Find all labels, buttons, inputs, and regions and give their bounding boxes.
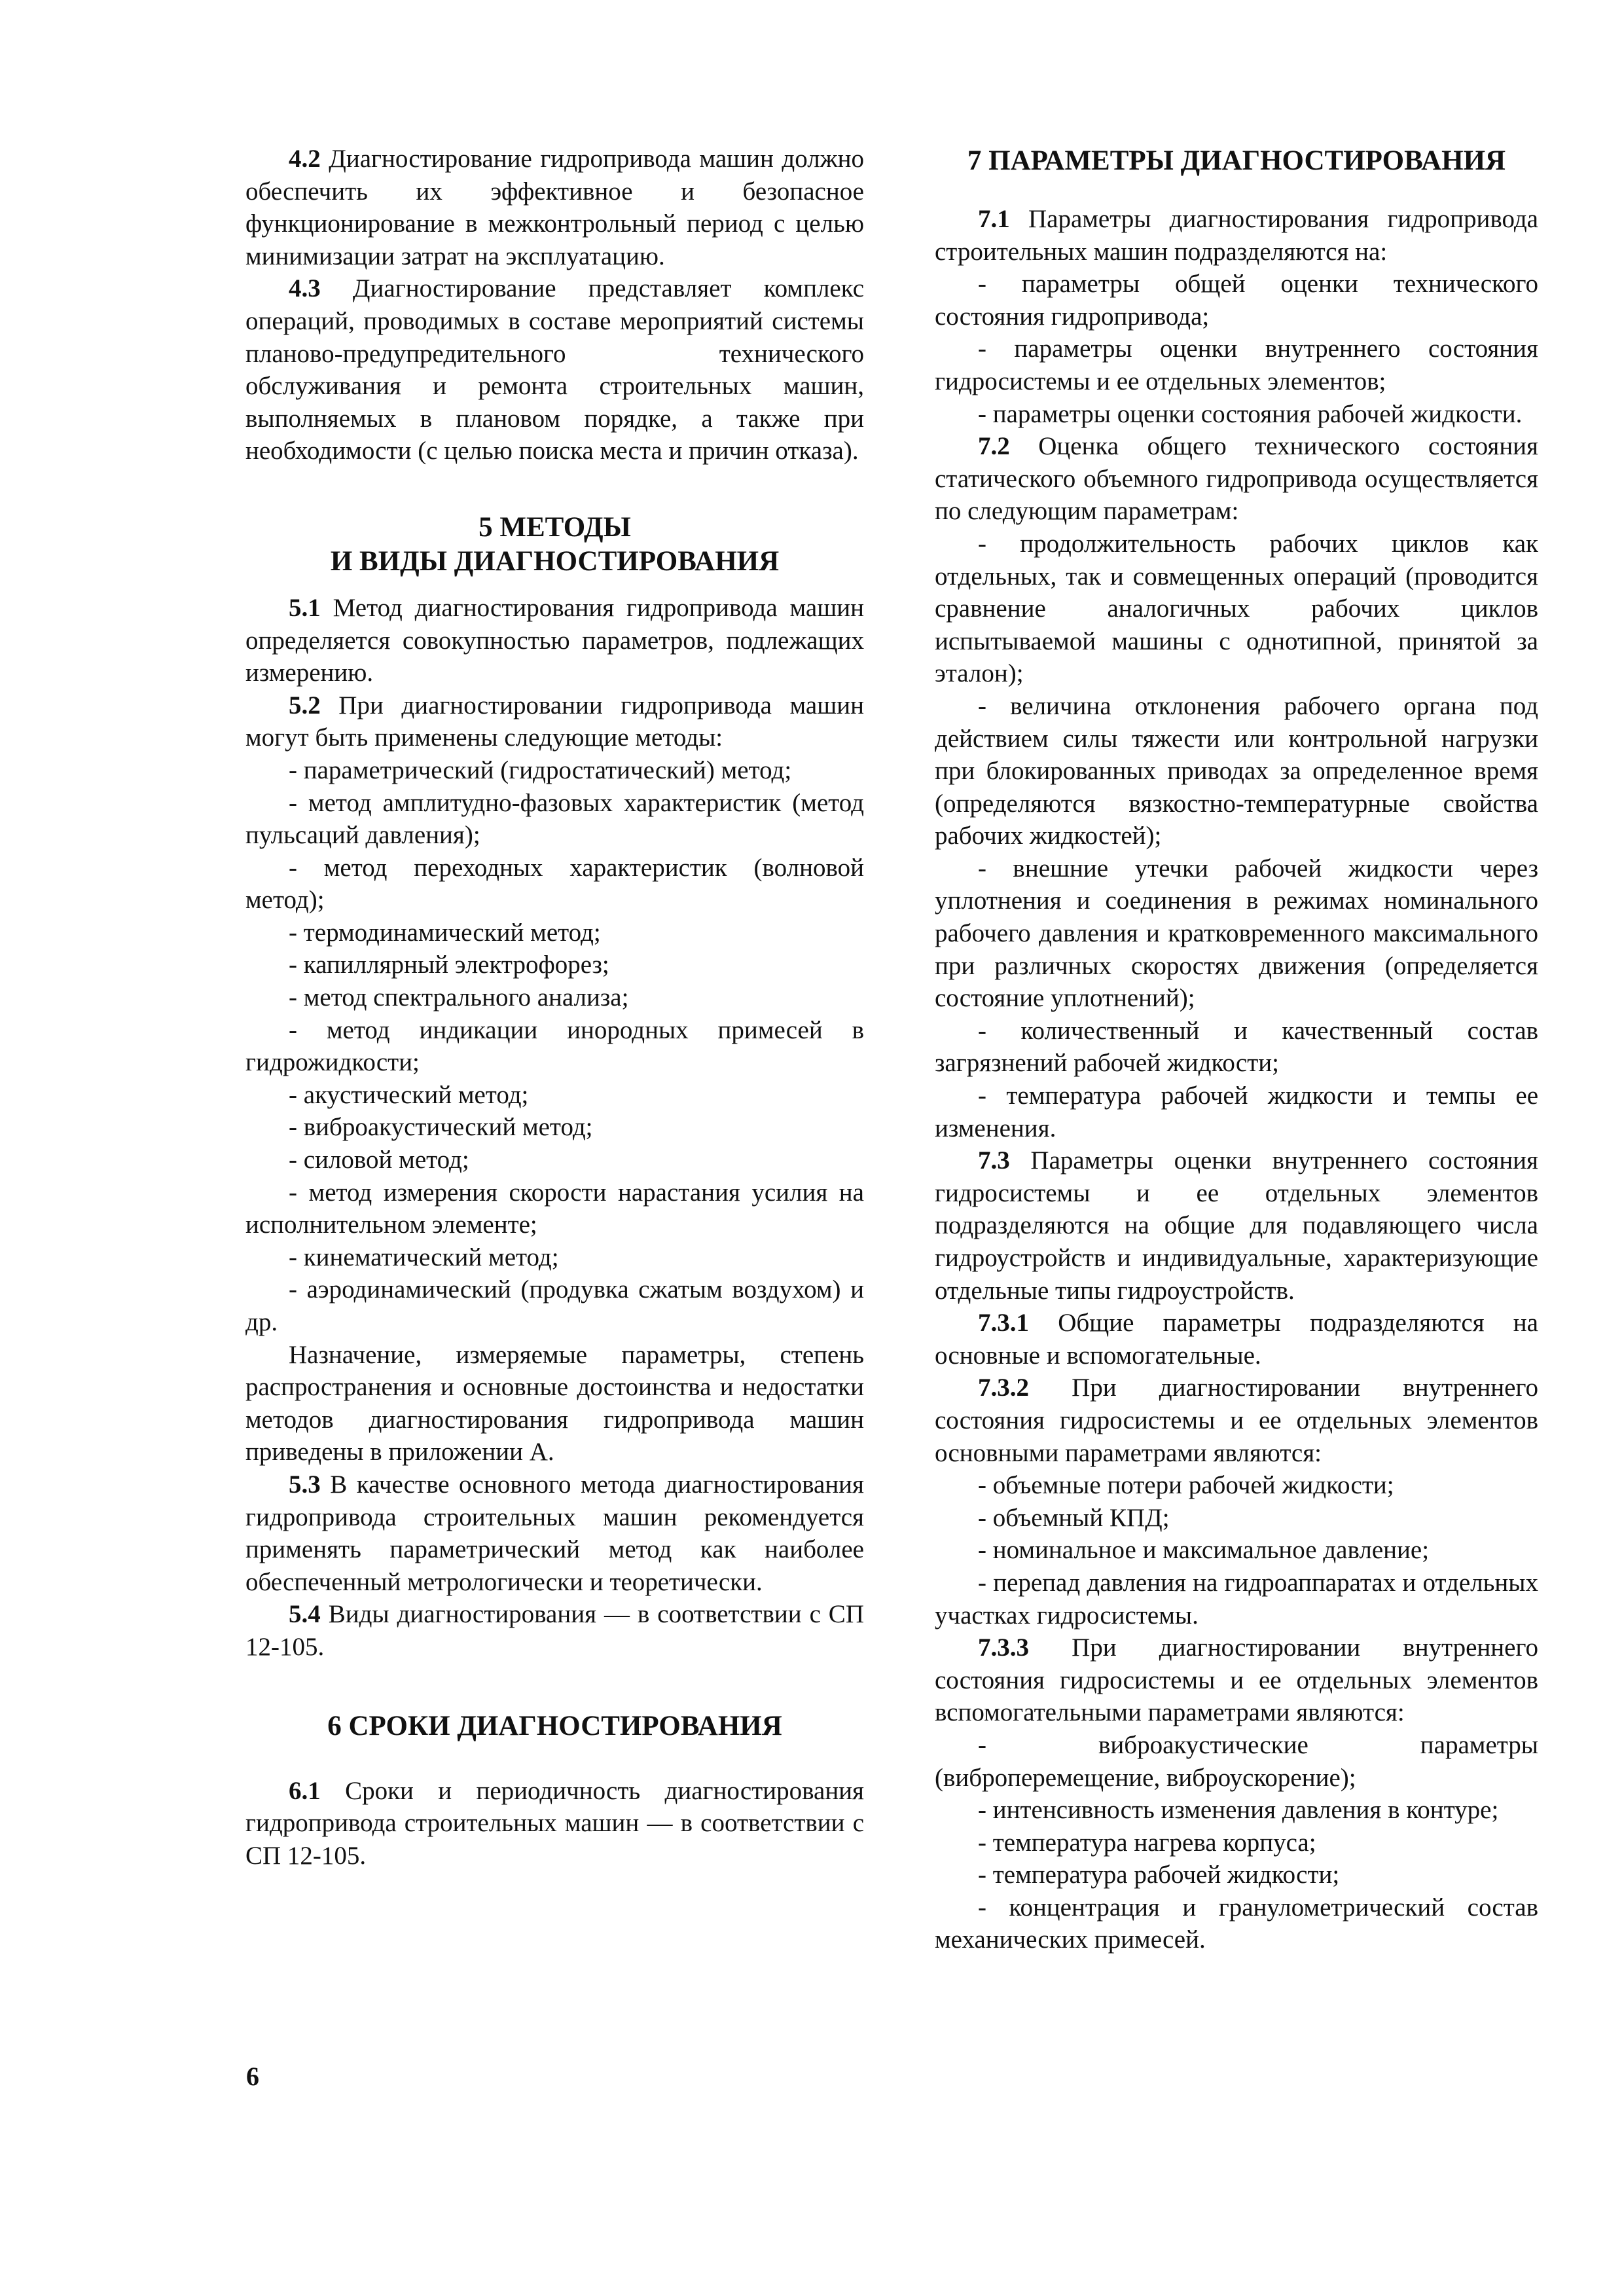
- clause-number: 5.3: [289, 1470, 321, 1499]
- list-item: - кинематический метод;: [289, 1243, 559, 1271]
- parameters-7-2-list: [935, 528, 1538, 1144]
- paragraph-7-3-1: [935, 1307, 1538, 1372]
- clause-number: 7.3.1: [978, 1309, 1029, 1338]
- list-item: - концентрация и гранулометрический состав механических примесей.: [935, 1893, 1538, 1954]
- clause-text: При диагностировании гидропривода машин могут быть применены следующие методы:: [245, 691, 864, 752]
- paragraph-purpose: Назначение, измеряемые параметры, степень распространения и основные достоинства и недостатки методов диагностирования гидропривода машин приведены в приложении А.: [245, 1340, 864, 1467]
- section-5-heading: [245, 511, 864, 579]
- list-item: - количественный и качественный состав загрязнений рабочей жидкости;: [935, 1016, 1538, 1078]
- list-item: - виброакустические параметры (виброперемещение, виброускорение);: [935, 1730, 1538, 1792]
- clause-number: 5.4: [289, 1600, 321, 1629]
- list-item: - интенсивность изменения давления в контуре;: [978, 1796, 1499, 1825]
- clause-text: Общие параметры подразделяются на основные и вспомогательные.: [935, 1309, 1538, 1370]
- parameters-7-3-2-list: [935, 1469, 1538, 1631]
- list-item: - параметрический (гидростатический) метод;: [289, 756, 792, 784]
- clause-text: Параметры оценки внутреннего состояния гидросистемы и ее отдельных элементов подразделяются на общие для подавляющего числа гидроустройств и индивидуальные, характеризующие отдельные типы гидроустройств.: [935, 1146, 1538, 1305]
- paragraph-7-1: [935, 203, 1538, 268]
- paragraph-5-3: [245, 1468, 864, 1598]
- paragraph-7-3-2: [935, 1372, 1538, 1469]
- clause-text: Виды диагностирования — в соответствии с СП 12-105.: [245, 1600, 864, 1661]
- methods-list: [245, 754, 864, 1339]
- page-number: 6: [246, 2062, 259, 2091]
- list-item: - акустический метод;: [289, 1080, 529, 1109]
- list-item: - объемный КПД;: [978, 1503, 1170, 1532]
- list-item: - аэродинамический (продувка сжатым воздухом) и др.: [245, 1275, 864, 1336]
- clause-number: 6.1: [289, 1776, 321, 1805]
- clause-text: При диагностировании внутреннего состояния гидросистемы и ее отдельных элементов основными параметрами являются:: [935, 1374, 1538, 1467]
- list-item: - перепад давления на гидроаппаратах и отдельных участках гидросистемы.: [935, 1568, 1538, 1630]
- list-item: - капиллярный электрофорез;: [289, 951, 609, 979]
- clause-number: 7.1: [978, 205, 1010, 233]
- list-item: - температура рабочей жидкости и темпы ее изменения.: [935, 1082, 1538, 1142]
- list-item: - внешние утечки рабочей жидкости через уплотнения и соединения в режимах номинального рабочего давления и кратковременного максимального при различных скоростях движения (определяется состояние уплотнений);: [935, 854, 1538, 1013]
- section-6-heading: 6 СРОКИ ДИАГНОСТИРОВАНИЯ: [327, 1710, 782, 1741]
- clause-number: 7.3.3: [978, 1633, 1029, 1662]
- list-item: - температура нагрева корпуса;: [978, 1828, 1316, 1857]
- list-item: - параметры оценки внутреннего состояния гидросистемы и ее отдельных элементов;: [935, 335, 1538, 395]
- parameters-7-3-3-list: [935, 1729, 1538, 1956]
- list-item: - метод измерения скорости нарастания усилия на исполнительном элементе;: [245, 1178, 864, 1239]
- paragraph-5-4: [245, 1598, 864, 1663]
- list-item: - метод спектрального анализа;: [289, 983, 629, 1012]
- clause-text: Оценка общего технического состояния статического объемного гидропривода осуществляется по следующим параметрам:: [935, 432, 1538, 526]
- list-item: - номинальное и максимальное давление;: [978, 1536, 1430, 1565]
- list-item: - метод индикации инородных примесей в гидрожидкости;: [245, 1015, 864, 1077]
- section-7-heading: 7 ПАРАМЕТРЫ ДИАГНОСТИРОВАНИЯ: [967, 145, 1506, 176]
- clause-text: При диагностировании внутреннего состояния гидросистемы и ее отдельных элементов вспомогательными параметрами являются:: [935, 1633, 1538, 1727]
- list-item: - величина отклонения рабочего органа под действием силы тяжести или контрольной нагрузки при блокированных приводах за определенное время (определяются вязкостно-температурные свойства рабочих жидкостей);: [935, 691, 1538, 850]
- paragraph-7-3: [935, 1144, 1538, 1307]
- section-5-heading-line-1: 5 МЕТОДЫ: [478, 511, 631, 543]
- list-item: - силовой метод;: [289, 1146, 469, 1175]
- list-item: - метод амплитудно-фазовых характеристик (метод пульсаций давления);: [245, 788, 864, 850]
- section-5-heading-line-2: И ВИДЫ ДИАГНОСТИРОВАНИЯ: [330, 545, 780, 577]
- paragraph-5-1: [245, 592, 864, 689]
- clause-text: Диагностирование гидропривода машин должно обеспечить их эффективное и безопасное функционирование в межконтрольный период с целью минимизации затрат на эксплуатацию.: [245, 145, 864, 270]
- paragraph-4-3: [245, 272, 864, 467]
- clause-number: 7.2: [978, 432, 1010, 461]
- list-item: - метод переходных характеристик (волновой метод);: [245, 853, 864, 915]
- clause-number: 4.2: [289, 145, 321, 173]
- paragraph-5-2: [245, 689, 864, 754]
- list-item: - температура рабочей жидкости;: [978, 1861, 1340, 1889]
- paragraph-6-1: [245, 1775, 864, 1872]
- list-item: - продолжительность рабочих циклов как отдельных, так и совмещенных операций (проводится сравнение аналогичных рабочих циклов испытываемой машины с однотипной, принятой за эталон);: [935, 529, 1538, 688]
- clause-number: 5.1: [289, 593, 321, 622]
- clause-text: В качестве основного метода диагностирования гидропривода строительных машин рекомендуется применять параметрический метод как наиболее обеспеченный метрологически и теоретически.: [245, 1470, 864, 1596]
- left-column: [245, 143, 864, 1872]
- clause-number: 7.3: [978, 1146, 1010, 1175]
- clause-number: 5.2: [289, 691, 321, 720]
- list-item: - термодинамический метод;: [289, 918, 601, 947]
- paragraph-7-3-3: [935, 1631, 1538, 1729]
- list-item: - виброакустический метод;: [289, 1113, 593, 1142]
- list-item: - параметры оценки состояния рабочей жидкости.: [978, 399, 1523, 428]
- clause-text: Метод диагностирования гидропривода машин определяется совокупностью параметров, подлежащих измерению.: [245, 593, 864, 687]
- paragraph-7-2: [935, 430, 1538, 528]
- list-item: - параметры общей оценки технического состояния гидропривода;: [935, 270, 1538, 331]
- clause-text: Параметры диагностирования гидропривода строительных машин подразделяются на:: [935, 205, 1538, 266]
- clause-text: Диагностирование представляет комплекс операций, проводимых в составе мероприятий системы планово-предупредительного технического обслуживания и ремонта строительных машин, выполняемых в плановом порядке, а также при необходимости (с целью поиска места и причин отказа).: [245, 274, 864, 465]
- right-column: [935, 143, 1538, 1956]
- list-item: - объемные потери рабочей жидкости;: [978, 1471, 1394, 1500]
- clause-number: 7.3.2: [978, 1374, 1029, 1402]
- paragraph-4-2: [245, 143, 864, 272]
- clause-number: 4.3: [289, 274, 321, 303]
- parameters-7-1-list: [935, 268, 1538, 430]
- clause-text: Сроки и периодичность диагностирования гидропривода строительных машин — в соответствии с СП 12-105.: [245, 1776, 864, 1870]
